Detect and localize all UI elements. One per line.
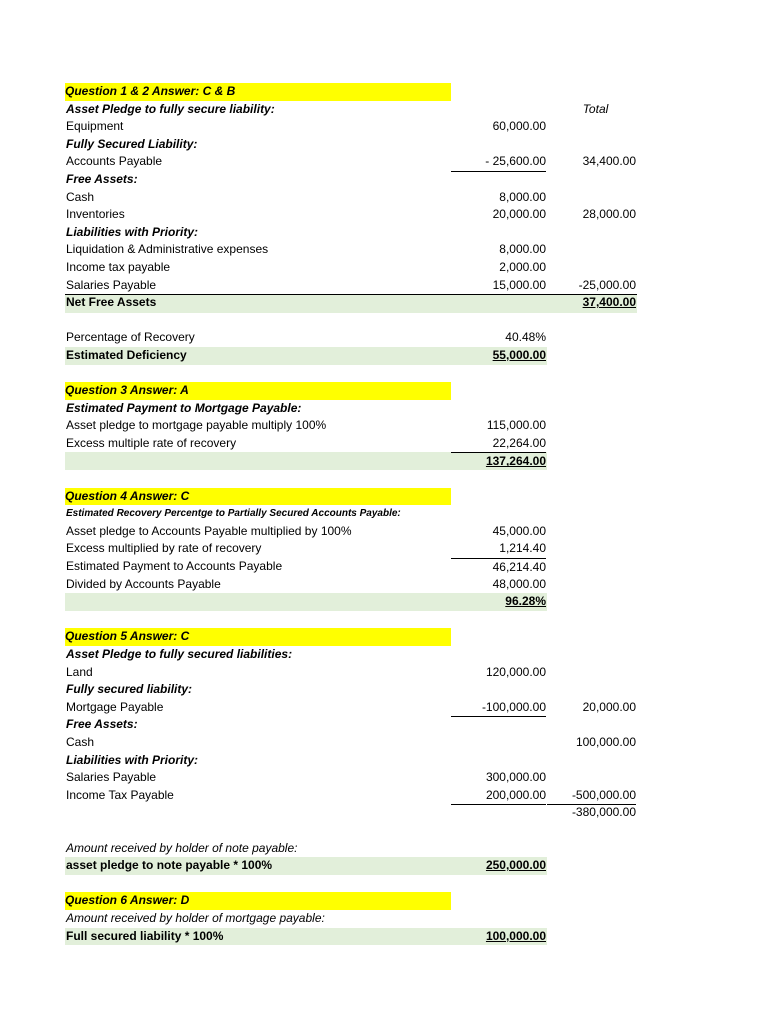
q5-salaries-label: Salaries Payable [66, 770, 157, 785]
q5-grand-total-row [65, 804, 640, 822]
q3-subheading-row [65, 400, 640, 418]
spacer [65, 312, 640, 330]
q4-heading: Question 4 Answer: C [65, 488, 451, 506]
q5-note-value: 250,000.00 [485, 858, 546, 873]
q5-heading-row [65, 628, 640, 646]
q5-priority-label: Liabilities with Priority: [66, 752, 199, 767]
q12-liquidation-value: 8,000.00 [499, 242, 546, 257]
q12-heading-row [65, 83, 640, 101]
q12-est-deficiency-value: 55,000.00 [492, 347, 546, 362]
q3-line2-value: 22,264.00 [492, 435, 546, 450]
q12-inventories-row [65, 206, 640, 224]
q12-salaries-row [65, 277, 640, 295]
q4-line2-value: 1,214.40 [499, 541, 546, 556]
q12-asset-pledge-label: Asset Pledge to fully secure liability: [66, 101, 275, 116]
q3-heading-row [65, 382, 640, 400]
q12-accounts-payable-row [65, 153, 640, 171]
q5-land-label: Land [66, 664, 93, 679]
q12-free-assets-label: Free Assets: [66, 171, 138, 186]
q5-mortgage-value: -100,000.00 [451, 699, 546, 718]
q4-line2-label: Excess multiplied by rate of recovery [66, 541, 262, 556]
q12-income-tax-value: 2,000.00 [499, 259, 546, 274]
q12-cash-value: 8,000.00 [499, 189, 546, 204]
q3-line2-row [65, 435, 640, 453]
q5-mortgage-total: 20,000.00 [582, 699, 636, 714]
q12-accounts-payable-label: Accounts Payable [66, 154, 163, 169]
q5-note-label: asset pledge to note payable * 100% [66, 858, 273, 873]
q4-line1-row [65, 523, 640, 541]
spacer [65, 875, 640, 893]
q12-heading: Question 1 & 2 Answer: C & B [65, 83, 451, 101]
q5-priority-total: -500,000.00 [547, 787, 636, 806]
q5-income-tax-value: 200,000.00 [451, 787, 546, 806]
q4-line1-label: Asset pledge to Accounts Payable multiplied by 100% [66, 523, 352, 538]
q3-line1-value: 115,000.00 [486, 418, 546, 433]
q12-accounts-payable-value: - 25,600.00 [451, 153, 546, 172]
q5-land-row [65, 664, 640, 682]
q6-line-value: 100,000.00 [485, 928, 546, 943]
q5-heading: Question 5 Answer: C [65, 628, 451, 646]
q5-note-heading-row [65, 840, 640, 858]
q12-asset-pledge-row [65, 101, 640, 119]
q5-cash-total: 100,000.00 [575, 734, 636, 749]
q12-fully-secured-row [65, 136, 640, 154]
q12-equipment-row [65, 118, 640, 136]
q6-line-label: Full secured liability * 100% [66, 928, 224, 943]
spacer [65, 611, 640, 629]
q12-income-tax-label: Income tax payable [66, 259, 171, 274]
q12-net-free-assets-row [65, 294, 640, 312]
q12-priority-row [65, 224, 640, 242]
q12-salaries-value: 15,000.00 [492, 277, 546, 292]
q12-cash-label: Cash [66, 189, 95, 204]
q5-income-tax-row [65, 787, 640, 805]
q5-mortgage-row [65, 699, 640, 717]
q3-line1-label: Asset pledge to mortgage payable multiply 100% [66, 418, 327, 433]
q5-free-assets-row [65, 716, 640, 734]
q12-est-deficiency-label: Estimated Deficiency [66, 347, 187, 362]
q4-line3-label: Estimated Payment to Accounts Payable [66, 559, 283, 574]
q12-net-free-assets-label: Net Free Assets [66, 295, 157, 310]
q12-accounts-payable-total: 34,400.00 [582, 154, 636, 169]
q12-equipment-value: 60,000.00 [492, 119, 546, 134]
q4-line3-value: 46,214.40 [451, 558, 546, 577]
q5-asset-pledge-row [65, 646, 640, 664]
spacer [65, 822, 640, 840]
q12-free-assets-row [65, 171, 640, 189]
q12-income-tax-row [65, 259, 640, 277]
q3-subheading: Estimated Payment to Mortgage Payable: [66, 400, 302, 415]
total-column-header: Total [582, 101, 609, 116]
q6-subheading-row [65, 910, 640, 928]
spacer [65, 470, 640, 488]
q4-line2-row [65, 540, 640, 558]
q3-line1-row [65, 417, 640, 435]
q5-grand-total: -380,000.00 [571, 805, 636, 820]
q5-income-tax-label: Income Tax Payable [66, 787, 174, 802]
q4-line4-row [65, 576, 640, 594]
q12-pct-recovery-label: Percentage of Recovery [66, 330, 195, 345]
q5-free-assets-label: Free Assets: [66, 717, 138, 732]
q5-note-heading: Amount received by holder of note payable: [66, 840, 298, 855]
q5-salaries-value: 300,000.00 [485, 770, 546, 785]
q12-liquidation-row [65, 241, 640, 259]
q12-priority-total: -25,000.00 [578, 277, 636, 292]
q12-fully-secured-label: Fully Secured Liability: [66, 136, 198, 151]
q4-line4-value: 48,000.00 [492, 576, 546, 591]
q12-net-free-assets-value: 37,400.00 [582, 295, 636, 310]
q5-asset-pledge-label: Asset Pledge to fully secured liabilities: [66, 647, 293, 661]
q6-subheading: Amount received by holder of mortgage payable: [66, 910, 325, 925]
q5-fully-secured-label: Fully secured liability: [66, 682, 193, 697]
q3-heading: Question 3 Answer: A [65, 382, 451, 400]
q6-line-row [65, 928, 640, 946]
q4-total-row [65, 593, 640, 611]
q5-note-row [65, 857, 640, 875]
q4-heading-row [65, 488, 640, 506]
q4-line4-label: Divided by Accounts Payable [66, 576, 221, 591]
q12-free-assets-total: 28,000.00 [582, 207, 636, 222]
q12-equipment-label: Equipment [66, 119, 124, 134]
q12-inventories-label: Inventories [66, 207, 125, 222]
worksheet [65, 83, 640, 945]
q3-total-row [65, 452, 640, 470]
q3-line2-label: Excess multiple rate of recovery [66, 435, 237, 450]
q5-priority-row [65, 752, 640, 770]
q5-fully-secured-row [65, 681, 640, 699]
q5-land-value: 120,000.00 [485, 664, 546, 679]
spacer [65, 365, 640, 383]
q12-liquidation-label: Liquidation & Administrative expenses [66, 242, 269, 257]
q5-cash-row [65, 734, 640, 752]
q12-pct-recovery-value: 40.48% [505, 330, 546, 345]
q6-heading-row [65, 892, 640, 910]
q12-salaries-label: Salaries Payable [66, 277, 157, 292]
q3-total-value: 137,264.00 [451, 452, 546, 471]
q12-est-deficiency-row [65, 347, 640, 365]
q5-cash-label: Cash [66, 734, 95, 749]
q4-subheading-row [65, 505, 640, 523]
q5-mortgage-label: Mortgage Payable [66, 699, 164, 714]
q4-line1-value: 45,000.00 [492, 523, 546, 538]
q12-pct-recovery-row [65, 329, 640, 347]
q4-line3-row [65, 558, 640, 576]
q6-heading: Question 6 Answer: D [65, 892, 451, 910]
q12-priority-label: Liabilities with Priority: [66, 224, 199, 239]
q4-subheading: Estimated Recovery Percentge to Partially Secured Accounts Payable: [66, 508, 401, 520]
q12-inventories-value: 20,000.00 [492, 207, 546, 222]
q4-total-value: 96.28% [505, 594, 546, 609]
q12-cash-row [65, 189, 640, 207]
q5-salaries-row [65, 769, 640, 787]
